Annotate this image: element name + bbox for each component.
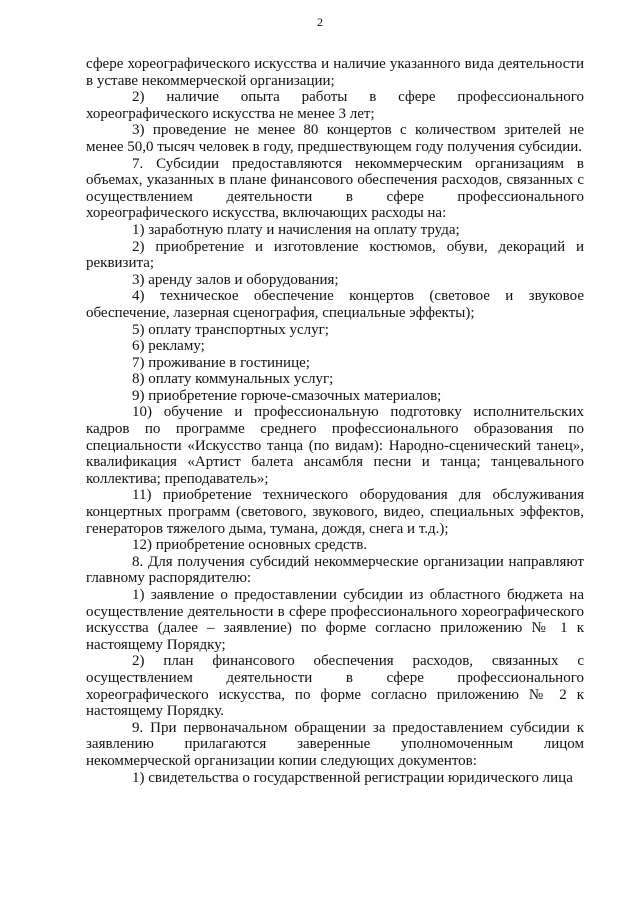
document-body (86, 56, 584, 786)
list-item: 7) проживание в гостинице; (132, 354, 310, 371)
paragraph: сфере хореографического искусства и наличие указанного вида деятельности в уставе некоммерческой организации; (86, 56, 584, 89)
list-item: 6) рекламу; (132, 338, 205, 355)
list-item: 1) свидетельства о государственной регистрации юридического лица (132, 769, 573, 786)
list-item: 3) аренду залов и оборудования; (132, 271, 339, 288)
list-item: 10) обучение и профессиональную подготовку исполнительских кадров по программе среднего профессионального образования по специальности «Искусство танца (по видам): Народно-сценический танец», квалификация «Артист балета ансамбля песни и танца; танцевального коллектива; преподаватель»; (86, 404, 584, 487)
list-item: 8) оплату коммунальных услуг; (132, 371, 334, 388)
list-item: 11) приобретение технического оборудования для обслуживания концертных программ (светового, звукового, видео, специальных эффектов, генераторов тяжелого дыма, тумана, дождя, снега и т.д.); (86, 487, 584, 537)
paragraph: 9. При первоначальном обращении за предоставлением субсидии к заявлению прилагаются заверенные уполномоченным лицом некоммерческой организации копии следующих документов: (86, 719, 584, 769)
paragraph: 7. Субсидии предоставляются некоммерческим организациям в объемах, указанных в плане финансового обеспечения расходов, связанных с осуществлением деятельности в сфере профессионального хореографического искусства, включающих расходы на: (86, 155, 584, 222)
paragraph: 8. Для получения субсидий некоммерческие организации направляют главному распорядителю: (86, 553, 584, 587)
list-item: 2) план финансового обеспечения расходов, связанных с осуществлением деятельности в сфере профессионального хореографического искусства, по форме согласно приложению № 2 к настоящему Порядку. (86, 653, 584, 720)
list-item: 1) заработную плату и начисления на оплату труда; (132, 221, 460, 238)
list-item: 2) приобретение и изготовление костюмов, обуви, декораций и реквизита; (86, 238, 584, 272)
page-number: 2 (317, 15, 323, 29)
list-item: 4) техническое обеспечение концертов (световое и звуковое обеспечение, лазерная сценография, специальные эффекты); (86, 288, 584, 321)
paragraph: 2) наличие опыта работы в сфере профессионального хореографического искусства не менее 3 лет; (86, 89, 584, 122)
list-item: 12) приобретение основных средств. (132, 537, 368, 554)
paragraph: 3) проведение не менее 80 концертов с количеством зрителей не менее 50,0 тысяч человек в году, предшествующем году получения субсидии. (86, 122, 584, 155)
list-item: 5) оплату транспортных услуг; (132, 321, 329, 338)
list-item: 1) заявление о предоставлении субсидии из областного бюджета на осуществление деятельности в сфере профессионального хореографического искусства (далее – заявление) по форме согласно приложению № 1 к настоящему Порядку; (86, 587, 584, 653)
list-item: 9) приобретение горюче-смазочных материалов; (132, 387, 442, 404)
